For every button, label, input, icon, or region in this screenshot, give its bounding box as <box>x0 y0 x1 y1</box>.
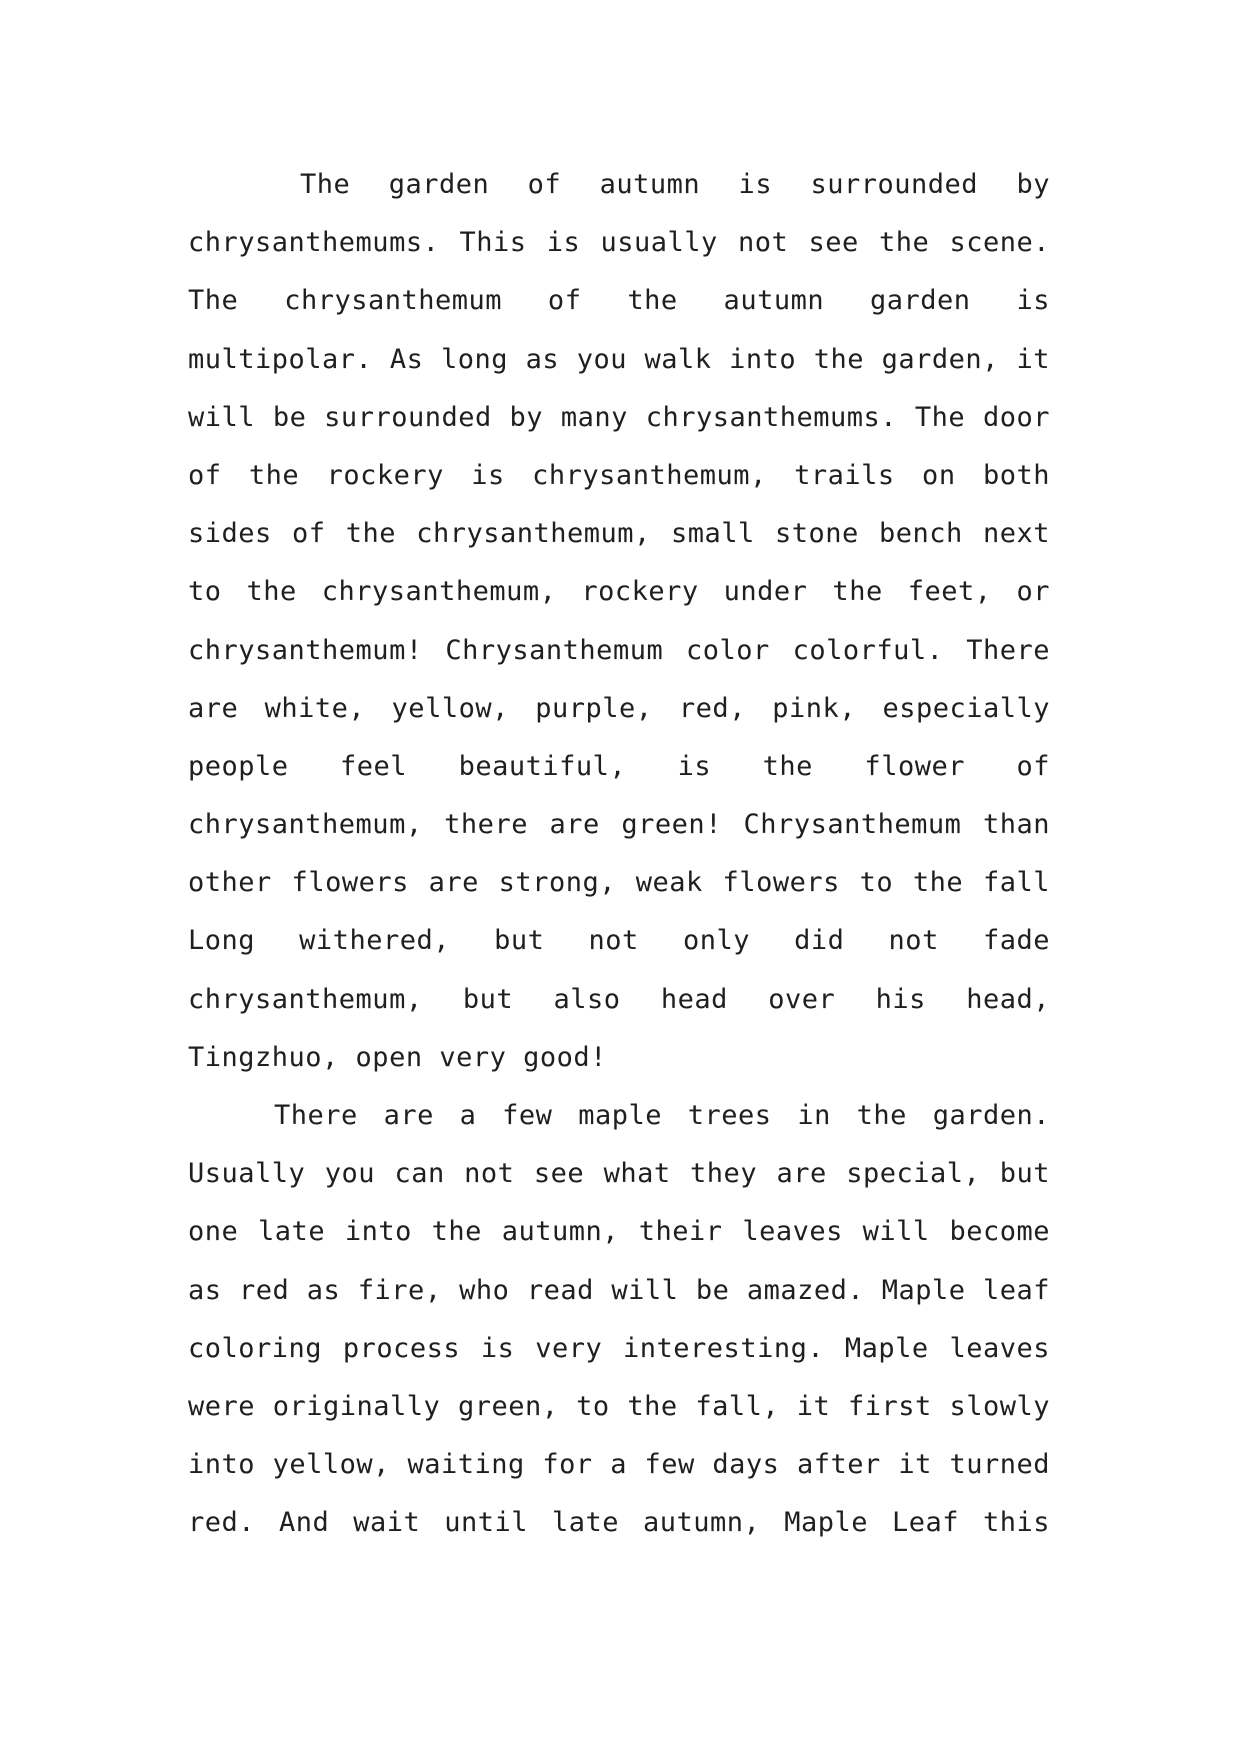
text-line: There are a few maple trees in the garden. <box>274 1100 1050 1131</box>
text-line: will be surrounded by many chrysanthemums. The door <box>188 401 1050 433</box>
text-line: coloring process is very interesting. Maple leaves <box>188 1332 1050 1364</box>
text-line: to the chrysanthemum, rockery under the feet, or <box>188 576 1050 608</box>
document-page <box>188 156 1050 1553</box>
paragraph-chrysanthemums <box>188 156 1050 1087</box>
text-line: Usually you can not see what they are special, but <box>188 1158 1050 1190</box>
text-line: Tingzhuo, open very good! <box>188 1041 607 1073</box>
text-line: multipolar. As long as you walk into the garden, it <box>188 343 1050 375</box>
text-line: into yellow, waiting for a few days after it turned <box>188 1449 1050 1481</box>
text-line: people feel beautiful, is the flower of <box>188 750 1050 782</box>
text-line: Long withered, but not only did not fade <box>188 925 1050 957</box>
text-line: chrysanthemums. This is usually not see the scene. <box>188 227 1050 259</box>
text-line: chrysanthemum! Chrysanthemum color colorful. There <box>188 634 1050 666</box>
text-line: sides of the chrysanthemum, small stone bench next <box>188 518 1050 550</box>
text-line: were originally green, to the fall, it first slowly <box>188 1390 1050 1422</box>
paragraph-maple-trees <box>188 1087 1050 1553</box>
text-line: are white, yellow, purple, red, pink, especially <box>188 692 1050 724</box>
text-line: chrysanthemum, there are green! Chrysanthemum than <box>188 809 1050 841</box>
text-line: of the rockery is chrysanthemum, trails on both <box>188 459 1050 491</box>
text-line: other flowers are strong, weak flowers to the fall <box>188 867 1050 899</box>
text-line: The chrysanthemum of the autumn garden is <box>188 285 1050 317</box>
text-line: red. And wait until late autumn, Maple Leaf this <box>188 1507 1050 1539</box>
text-line: chrysanthemum, but also head over his head, <box>188 983 1050 1015</box>
text-line: as red as fire, who read will be amazed. Maple leaf <box>188 1274 1050 1306</box>
text-line: The garden of autumn is surrounded by <box>300 169 1050 200</box>
text-line: one late into the autumn, their leaves will become <box>188 1216 1050 1248</box>
